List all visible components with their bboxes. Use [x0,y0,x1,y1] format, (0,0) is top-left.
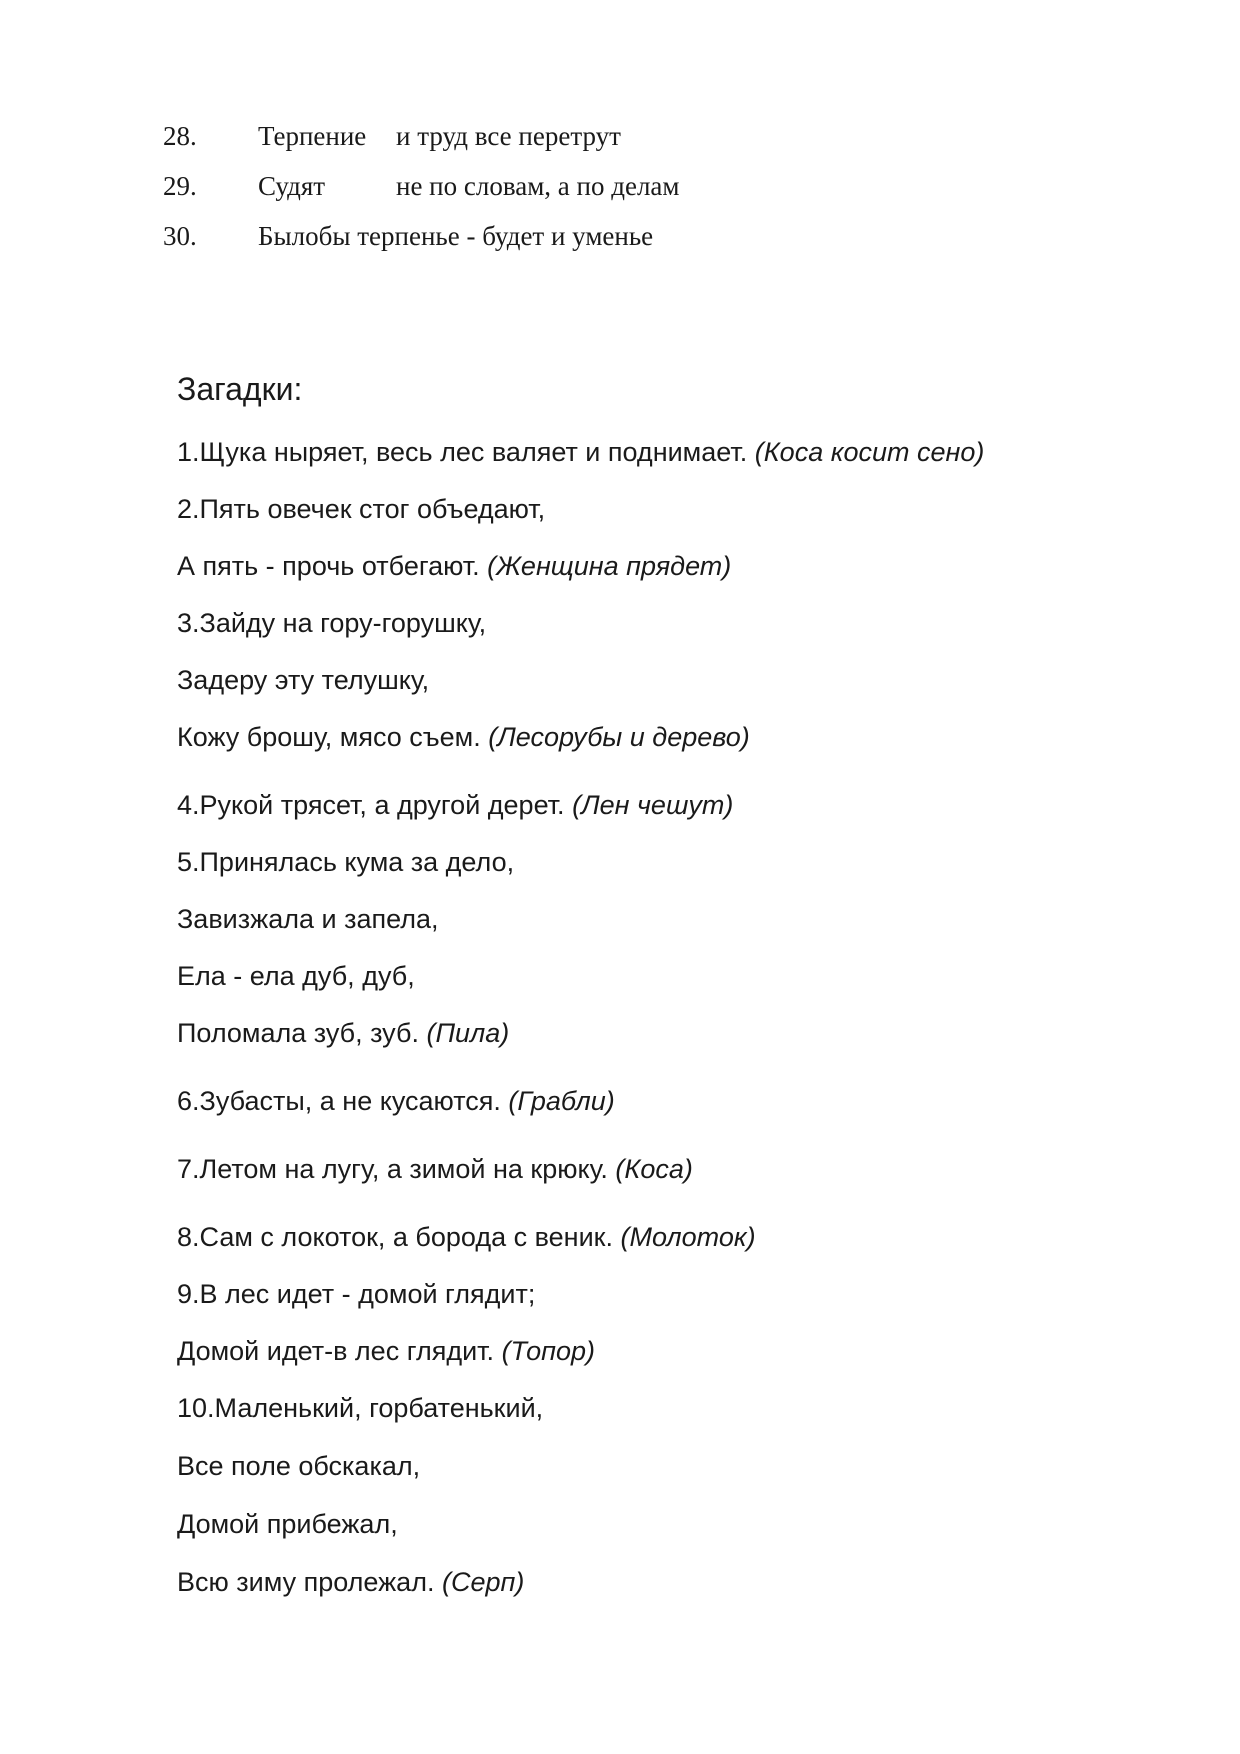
riddle-text: 10.Маленький, горбатенький, [177,1393,544,1423]
proverb-number: 28. [163,121,197,151]
riddle-text: Поломала зуб, зуб. [177,1018,419,1048]
proverb-part-one: Терпение [258,121,367,151]
proverb-number: 29. [163,171,197,201]
proverb-number: 30. [163,221,197,251]
riddle-text: Завизжала и запела, [177,904,439,934]
riddle-line [177,1017,509,1049]
riddle-text: 7.Летом на лугу, а зимой на крюку. [177,1154,608,1184]
riddle-line [177,1450,420,1482]
riddle-line [177,960,415,992]
riddle-line [177,721,750,753]
riddle-line [177,664,429,696]
riddle-answer: (Топор) [501,1336,596,1366]
riddle-line [177,436,984,468]
riddle-text: Ела - ела дуб, дуб, [177,961,415,991]
riddle-text: 8.Сам с локоток, а борода с веник. [177,1222,613,1252]
riddle-text: 9.В лес идет - домой глядит; [177,1279,536,1309]
riddle-text: 4.Рукой трясет, а другой дерет. [177,790,565,820]
riddle-answer: (Коса) [615,1154,693,1184]
riddle-answer: (Серп) [441,1567,525,1597]
riddle-line [177,903,438,935]
riddle-text: Всю зиму пролежал. [177,1567,435,1597]
riddle-text: Кожу брошу, мясо съем. [177,722,481,752]
riddle-text: 5.Принялась кума за дело, [177,847,515,877]
riddle-line [177,1153,693,1185]
proverb-part-two: и труд все перетрут [396,121,621,151]
riddle-line [177,789,733,821]
riddle-text: Задеру эту телушку, [177,665,430,695]
riddle-text: 2.Пять овечек стог объедают, [177,494,546,524]
proverb-part-one: Судят [258,171,326,201]
riddle-line [177,1335,595,1367]
riddle-line [177,550,731,582]
riddle-line [177,1392,543,1424]
riddle-answer: (Лен чешут) [572,790,734,820]
riddle-text: Домой идет-в лес глядит. [177,1336,495,1366]
riddle-text: 1.Щука ныряет, весь лес валяет и поднимает. [177,437,748,467]
riddle-text: А пять - прочь отбегают. [177,551,480,581]
riddle-answer: (Молоток) [620,1222,756,1252]
riddle-line [177,493,545,525]
riddle-text: 3.Зайду на гору-горушку, [177,608,487,638]
riddle-line [177,1085,615,1117]
riddle-answer: (Женщина прядет) [487,551,732,581]
riddles-heading: Загадки: [177,371,303,407]
riddle-text: 6.Зубасты, а не кусаются. [177,1086,501,1116]
riddle-line [177,1221,756,1253]
riddle-text: Все поле обскакал, [177,1451,421,1481]
riddle-line [177,846,514,878]
riddle-line [177,1278,535,1310]
riddle-answer: (Грабли) [508,1086,615,1116]
riddle-answer: (Коса косит сено) [754,437,985,467]
riddle-line [177,1566,524,1598]
riddle-answer: (Лесорубы и дерево) [488,722,750,752]
riddle-text: Домой прибежал, [177,1509,398,1539]
riddle-line [177,607,486,639]
proverb-part-one: Былобы терпенье - будет и уменье [258,221,654,251]
riddle-answer: (Пила) [426,1018,510,1048]
riddle-line [177,1508,398,1540]
proverb-part-two: не по словам, а по делам [396,171,680,201]
